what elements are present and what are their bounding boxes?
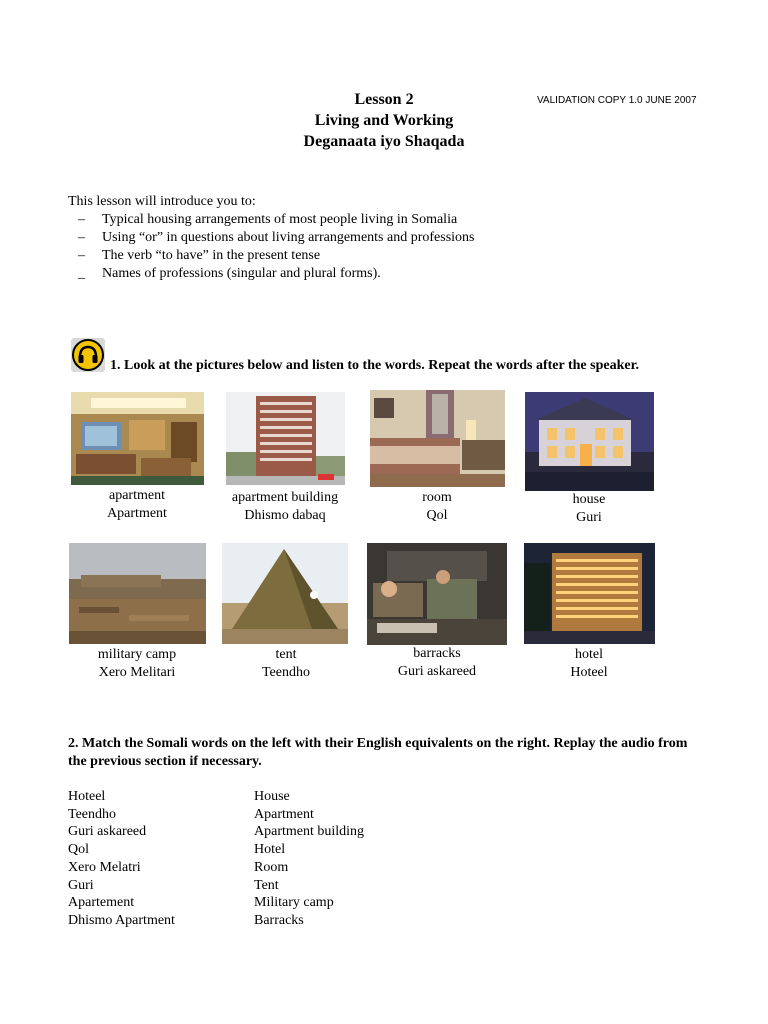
caption-somali: Qol: [426, 508, 448, 523]
bullet-marker: –: [78, 212, 85, 227]
somali-word[interactable]: Qol: [68, 842, 89, 858]
somali-word[interactable]: Apartement: [68, 895, 135, 911]
caption-somali: Guri askareed: [397, 664, 477, 679]
caption-somali: Guri: [576, 510, 602, 525]
intro-bullet-list: [78, 211, 474, 283]
english-word[interactable]: Apartment: [254, 806, 314, 822]
intro-lead: This lesson will introduce you to:: [68, 194, 256, 209]
bullet-text: Typical housing arrangements of most people living in Somalia: [102, 212, 458, 227]
somali-word[interactable]: Xero Melatri: [68, 859, 141, 875]
bullet-marker: _: [78, 266, 85, 281]
apartment-photo: [71, 392, 204, 485]
bullet-text: Using “or” in questions about living arrangements and professions: [102, 230, 475, 245]
room-photo: [370, 390, 505, 487]
caption-somali: Dhismo dabaq: [244, 508, 326, 523]
english-word-list: [254, 788, 364, 930]
section2-instruction: [68, 735, 688, 771]
bullet-marker: –: [78, 248, 85, 263]
bullet-text: Names of professions (singular and plural forms).: [102, 266, 381, 281]
english-word[interactable]: Tent: [254, 877, 279, 893]
caption-english: apartment: [109, 488, 165, 503]
somali-word[interactable]: Dhismo Apartment: [68, 912, 175, 928]
caption-somali: Apartment: [107, 506, 167, 521]
apartment-building-photo: [226, 392, 345, 485]
bullet-text: The verb “to have” in the present tense: [102, 248, 321, 263]
validation-note: VALIDATION COPY 1.0 JUNE 2007: [537, 95, 697, 106]
headphones-icon[interactable]: [71, 338, 105, 372]
lesson-title: Living and Working: [314, 112, 454, 129]
intro-bullet: [78, 229, 474, 247]
caption-english: military camp: [97, 647, 177, 662]
intro-bullet: [78, 265, 474, 283]
caption-somali: Hoteel: [570, 665, 608, 680]
somali-word[interactable]: Hoteel: [68, 789, 106, 804]
caption-english: hotel: [575, 647, 603, 662]
lesson-title-somali: Deganaata iyo Shaqada: [303, 133, 465, 150]
caption-english: barracks: [413, 646, 461, 661]
somali-word[interactable]: Guri: [68, 877, 94, 893]
somali-word[interactable]: Teendho: [68, 806, 117, 822]
english-word[interactable]: Hotel: [254, 842, 286, 858]
house-photo: [525, 392, 654, 491]
section2-text: . Match the Somali words on the left with their English equivalents on the right. Replay the audio from the previous section if necessary.: [68, 736, 688, 769]
tent-photo: [222, 543, 348, 644]
english-word[interactable]: Apartment building: [254, 824, 365, 840]
english-word[interactable]: Room: [254, 859, 289, 875]
military-camp-photo: [69, 543, 206, 644]
caption-english: house: [572, 492, 606, 507]
caption-english: apartment building: [231, 490, 339, 505]
bullet-marker: –: [78, 230, 85, 245]
english-word[interactable]: House: [254, 789, 290, 804]
english-word[interactable]: Barracks: [254, 912, 304, 928]
caption-english: room: [422, 490, 452, 505]
caption-somali: Teendho: [261, 665, 310, 680]
intro-bullet: [78, 247, 474, 265]
english-word[interactable]: Military camp: [254, 895, 334, 911]
somali-word[interactable]: Guri askareed: [68, 824, 147, 840]
caption-somali: Xero Melitari: [98, 665, 176, 680]
somali-word-list: [68, 788, 175, 930]
caption-english: tent: [275, 647, 297, 662]
section1-instruction: 1. Look at the pictures below and listen to the words. Repeat the words after the speaker.: [110, 358, 639, 373]
intro-bullet: [78, 211, 474, 229]
hotel-photo: [524, 543, 655, 644]
section2-number: 2: [68, 736, 75, 751]
barracks-photo: [367, 543, 507, 645]
lesson-number: Lesson 2: [354, 91, 414, 108]
